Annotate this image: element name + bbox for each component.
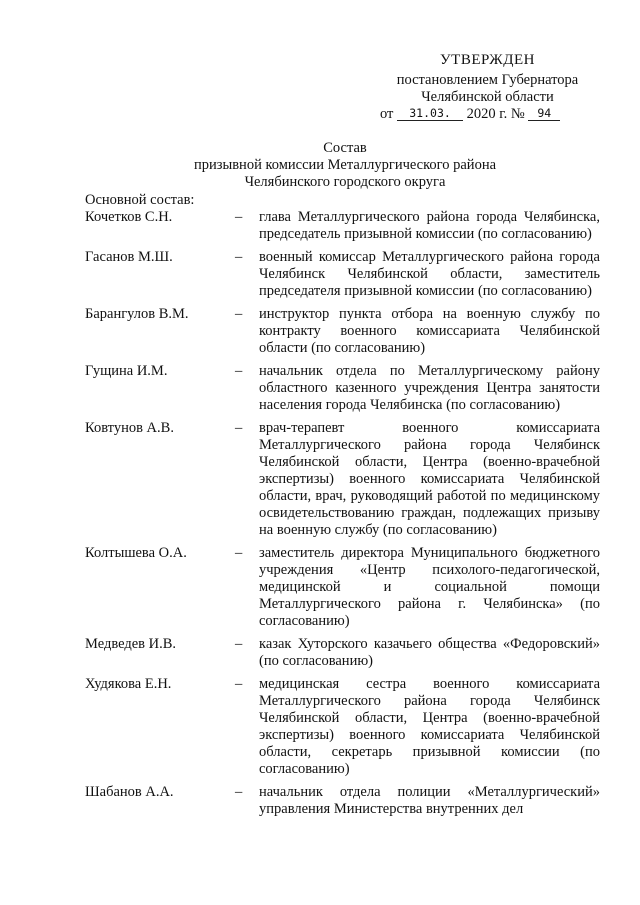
- member-row: [85, 784, 600, 818]
- date-prefix: от: [380, 106, 394, 122]
- member-dash: –: [235, 420, 243, 436]
- member-row: [85, 363, 600, 414]
- title-line-2: призывной комиссии Металлургического района: [193, 157, 497, 173]
- member-description: начальник отдела по Металлургическому району областного казенного учреждения Центра занятости населения города Челябинска (по согласованию): [259, 363, 600, 413]
- member-description: казак Хуторского казачьего общества «Федоровский» (по согласованию): [259, 636, 600, 669]
- member-row: [85, 636, 600, 670]
- member-dash: –: [235, 209, 243, 225]
- approval-date: 31.03.: [397, 107, 463, 121]
- member-dash: –: [235, 363, 243, 379]
- member-row: [85, 306, 600, 357]
- member-dash: –: [235, 306, 243, 322]
- approval-date-line: [380, 106, 595, 123]
- member-dash: –: [235, 784, 243, 800]
- member-name: Гущина И.М.: [85, 363, 168, 379]
- document-title: [90, 140, 600, 191]
- member-row: [85, 676, 600, 778]
- member-row: [85, 209, 600, 243]
- member-description: начальник отдела полиции «Металлургический» управления Министерства внутренних дел: [259, 784, 600, 817]
- member-description: заместитель директора Муниципального бюджетного учреждения «Центр психолого-педагогической, медицинской и социальной помощи Металлургического района г. Челябинска» (по согласованию): [259, 545, 600, 629]
- member-name: Худякова Е.Н.: [85, 676, 172, 692]
- title-line-3: Челябинского городского округа: [244, 174, 446, 190]
- member-row: [85, 545, 600, 630]
- member-name: Гасанов М.Ш.: [85, 249, 173, 265]
- members-list: [85, 209, 600, 824]
- member-dash: –: [235, 676, 243, 692]
- approval-heading: УТВЕРЖДЕН: [440, 52, 535, 68]
- member-name: Шабанов А.А.: [85, 784, 174, 800]
- member-row: [85, 420, 600, 539]
- approval-number: 94: [528, 107, 560, 121]
- member-description: врач-терапевт военного комиссариата Металлургического района города Челябинск Челябинской области, Центра (военно-врачебной экспертизы) военного комиссариата Челябинской области, врач, руководящий работой по медицинскому освидетельствованию граждан, подлежащих призыву на военную службу (по согласованию): [259, 420, 600, 538]
- approval-line-2: Челябинской области: [421, 89, 554, 105]
- member-name: Ковтунов А.В.: [85, 420, 174, 436]
- title-line-1: Состав: [323, 140, 367, 156]
- section-subheading: Основной состав:: [85, 192, 195, 208]
- approval-block: [380, 52, 595, 123]
- member-dash: –: [235, 249, 243, 265]
- member-row: [85, 249, 600, 300]
- member-description: военный комиссар Металлургического района города Челябинск Челябинской области, заместитель председателя призывной комиссии (по согласованию): [259, 249, 600, 299]
- number-sign: №: [510, 106, 525, 122]
- member-description: медицинская сестра военного комиссариата Металлургического района города Челябинск Челябинской области, Центра (военно-врачебной экспертизы) военного комиссариата Челябинской области, секретарь призывной комиссии (по согласованию): [259, 676, 600, 777]
- member-description: инструктор пункта отбора на военную службу по контракту военного комиссариата Челябинской области (по согласованию): [259, 306, 600, 356]
- member-dash: –: [235, 636, 243, 652]
- member-description: глава Металлургического района города Челябинска, председатель призывной комиссии (по согласованию): [259, 209, 600, 242]
- member-name: Барангулов В.М.: [85, 306, 189, 322]
- member-name: Колтышева О.А.: [85, 545, 187, 561]
- member-dash: –: [235, 545, 243, 561]
- member-name: Медведев И.В.: [85, 636, 177, 652]
- approval-line-1: постановлением Губернатора: [396, 72, 579, 88]
- approval-year: 2020 г.: [466, 106, 508, 122]
- member-name: Кочетков С.Н.: [85, 209, 173, 225]
